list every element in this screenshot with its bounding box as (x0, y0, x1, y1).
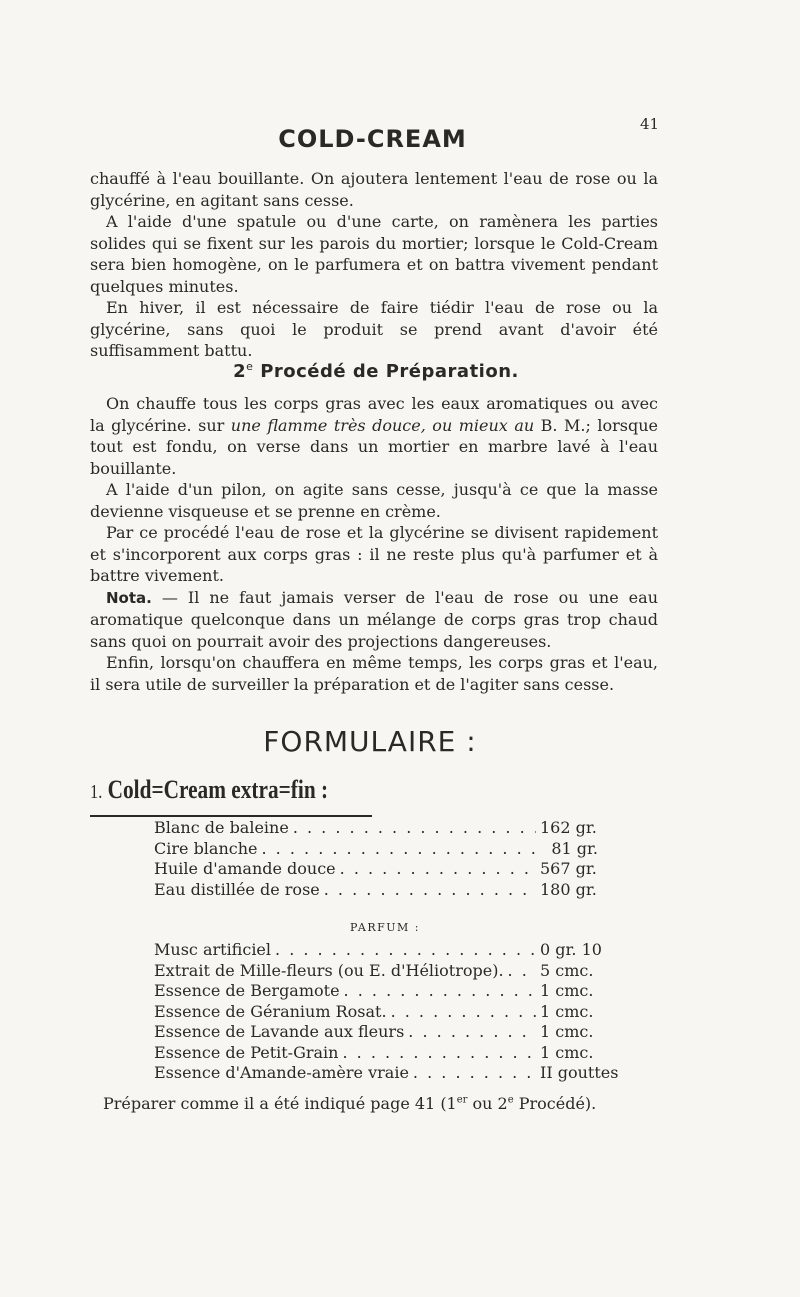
parfum-qty: 1 cmc. (540, 981, 594, 1000)
dot-leader (324, 880, 536, 901)
ingredient-qty: 180 gr. (540, 879, 597, 899)
instruction-line (103, 1094, 596, 1113)
ingredient-name: Eau distillée de rose (154, 879, 320, 899)
ingredient-qty: 162 gr. (540, 818, 597, 837)
parfum-row (154, 981, 612, 1002)
ingredient-row (154, 859, 612, 880)
text-block-intro (90, 168, 658, 362)
section-heading-sup: e (246, 360, 254, 373)
italic-text: une flamme très douce, ou mieux au (230, 415, 535, 435)
parfum-label: PARFUM : (350, 921, 420, 934)
ingredient-row (154, 839, 612, 860)
recipe-name: Cold=Cream extra=fin : (107, 775, 329, 804)
instruction-text: Procédé). (513, 1094, 597, 1113)
recipe-title (90, 775, 328, 805)
nota-text: — Il ne faut jamais verser de l'eau de rose ou une eau aromatique quelconque dans un mélange de corps gras trop chaud sans quoi on pourrait avoir des projections dangereuses. (90, 587, 658, 651)
paragraph: Par ce procédé l'eau de rose et la glycérine se divisent rapidement et s'incorporent aux corps gras : il ne reste plus qu'à parfumer et à battre vivement. (90, 523, 658, 585)
ingredient-list (154, 818, 612, 900)
text-block-procedure (90, 393, 658, 695)
text-run: On chauffe tous les corps gras avec les eaux aromatiques ou avec la glycérine. sur (90, 394, 658, 435)
nota-paragraph (90, 587, 658, 653)
parfum-name: Essence de Petit-Grain (154, 1042, 339, 1062)
paragraph: A l'aide d'un pilon, on agite sans cesse, jusqu'à ce que la masse devienne visqueuse et se prenne en crème. (90, 480, 658, 521)
dot-leader (413, 1063, 536, 1084)
parfum-qty: 0 gr. 10 (540, 940, 602, 959)
ingredient-name: Cire blanche (154, 838, 258, 858)
paragraph: chauffé à l'eau bouillante. On ajoutera lentement l'eau de rose ou la glycérine, en agitant sans cesse. (90, 169, 658, 210)
dot-leader (344, 981, 536, 1002)
running-title: COLD-CREAM (278, 125, 467, 153)
nota-label: Nota. (106, 588, 152, 607)
parfum-qty: 1 cmc. (540, 1001, 594, 1021)
page-number: 41 (640, 115, 660, 133)
recipe-number: 1. (90, 781, 103, 803)
paragraph: En hiver, il est nécessaire de faire tiédir l'eau de rose ou la glycérine, sans quoi le produit se prend avant d'avoir été suffisamment battu. (90, 298, 658, 360)
parfum-name: Essence de Bergamote (154, 981, 340, 1000)
instruction-sup: er (456, 1094, 468, 1106)
parfum-name: Essence de Lavande aux fleurs (154, 1022, 405, 1041)
parfum-row (154, 1043, 612, 1064)
ingredient-name: Blanc de baleine (154, 818, 289, 837)
dot-leader (262, 839, 537, 860)
parfum-qty: 5 cmc. (540, 960, 594, 980)
parfum-qty: 1 cmc. (540, 1042, 594, 1062)
paragraph: Enfin, lorsqu'on chauffera en même temps, les corps gras et l'eau, il sera utile de surveiller la préparation et de l'agiter sans cesse. (90, 653, 658, 694)
instruction-text: Préparer comme il a été indiqué page 41 (1 (103, 1094, 457, 1113)
text-run: B. M.; lorsque tout est fondu, on verse dans un mortier en marbre lavé à l'eau bouillante. (90, 415, 658, 478)
instruction-text: ou 2 (467, 1094, 508, 1113)
ingredient-qty: 81 gr. (551, 838, 598, 858)
parfum-list (154, 940, 619, 1084)
parfum-row (154, 1063, 619, 1084)
ingredient-name: Huile d'amande douce (154, 859, 336, 878)
dot-leader (508, 961, 536, 982)
recipe-underline (90, 815, 372, 817)
instruction-sup: e (507, 1094, 514, 1106)
dot-leader (342, 1043, 536, 1064)
dot-leader (275, 940, 536, 961)
ingredient-qty: 567 gr. (540, 859, 597, 878)
parfum-qty: II gouttes (540, 1063, 619, 1082)
dot-leader (391, 1002, 536, 1023)
section-heading-number: 2 (233, 361, 247, 382)
parfum-row (154, 1002, 612, 1023)
parfum-name: Musc artificiel (154, 940, 272, 959)
paragraph: A l'aide d'une spatule ou d'une carte, on ramènera les parties solides qui se fixent sur les parois du mortier; lorsque le Cold-Cream sera bien homogène, on le parfumera et on battra vivement pendant quelques minutes. (90, 212, 658, 296)
ingredient-row (154, 880, 612, 901)
dot-leader (408, 1022, 536, 1043)
parfum-name: Essence d'Amande-amère vraie (154, 1063, 409, 1082)
formulaire-title: FORMULAIRE : (263, 725, 477, 758)
dot-leader (340, 859, 536, 880)
parfum-row (154, 1022, 612, 1043)
parfum-row (154, 961, 612, 982)
parfum-row (154, 940, 612, 961)
section-heading-text: Procédé de Préparation. (260, 361, 519, 382)
section-heading (0, 360, 752, 382)
parfum-name: Essence de Géranium Rosat. (154, 1001, 387, 1021)
parfum-name: Extrait de Mille-fleurs (ou E. d'Héliotrope). (154, 960, 504, 980)
parfum-qty: 1 cmc. (540, 1022, 594, 1041)
ingredient-row (154, 818, 612, 839)
paragraph (90, 393, 658, 479)
dot-leader (293, 818, 536, 839)
